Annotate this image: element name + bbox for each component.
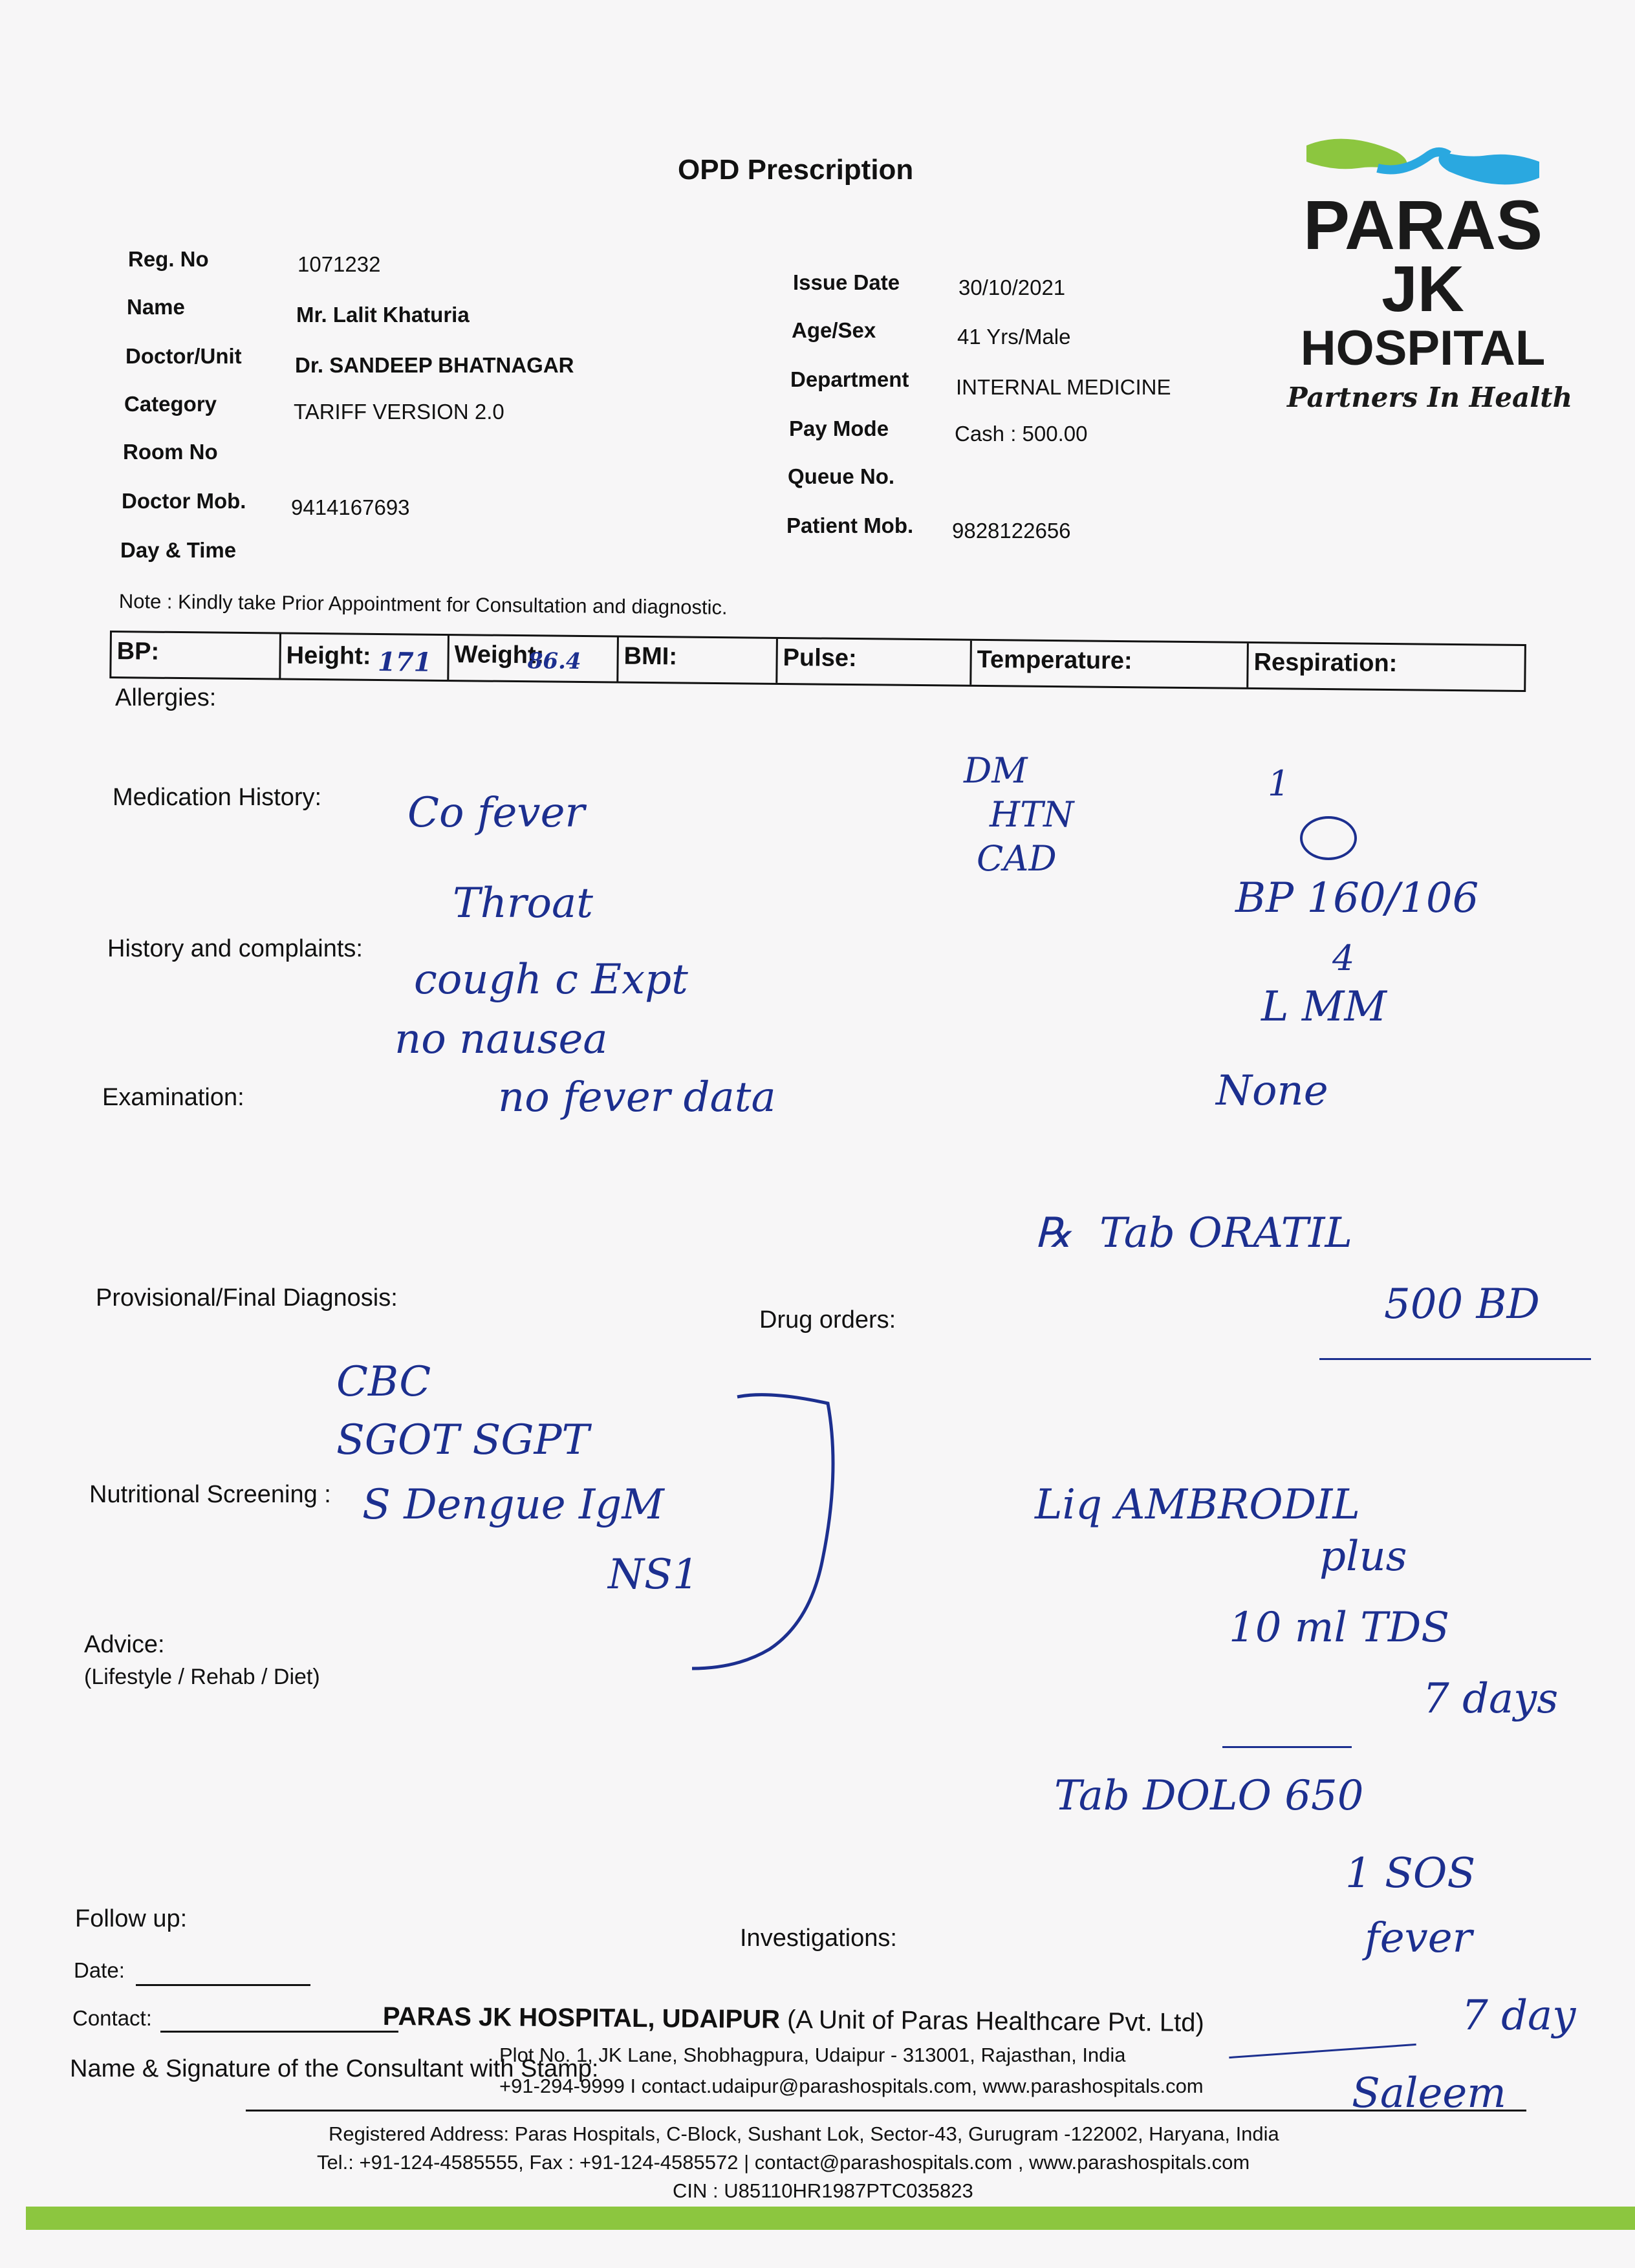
advice-sublabel: (Lifestyle / Rehab / Diet)	[84, 1665, 320, 1689]
hw-rx4-days: 7 day	[1462, 1992, 1576, 2040]
hw-history-dm: DM	[964, 750, 1028, 791]
logo-tagline: Partners In Health	[1287, 382, 1573, 413]
hw-rx2-drug: Liq AMBRODIL	[1035, 1481, 1360, 1529]
hw-rx2-underline	[1222, 1746, 1352, 1748]
height-handwritten: 171	[377, 646, 432, 678]
history-complaints-label: History and complaints:	[107, 935, 363, 962]
allergies-label: Allergies:	[115, 684, 217, 711]
hw-circle-icon	[1300, 816, 1357, 860]
hw-right-one: 1	[1268, 763, 1290, 804]
diagnosis-label: Provisional/Final Diagnosis:	[96, 1284, 398, 1312]
examination-label: Examination:	[102, 1084, 244, 1111]
pay-mode-label: Pay Mode	[789, 416, 889, 440]
footer-hospital-name: PARAS JK HOSPITAL, UDAIPUR	[382, 2002, 781, 2034]
hw-rx3-sos: 1 SOS	[1345, 1850, 1476, 1897]
patient-mob-value: 9828122656	[952, 519, 1071, 543]
page-title: OPD Prescription	[678, 154, 914, 186]
hw-bracket-icon	[679, 1384, 847, 1681]
doctor-mob-value: 9414167693	[291, 495, 410, 519]
hw-right-none: None	[1216, 1067, 1328, 1115]
advice-label: Advice:	[84, 1631, 165, 1658]
medication-history-label: Medication History:	[113, 784, 322, 811]
reg-no-label: Reg. No	[128, 247, 209, 271]
footer-unit: (A Unit of Paras Healthcare Pvt. Ltd)	[786, 2005, 1204, 2037]
contact-line	[160, 2031, 398, 2033]
weight-handwritten: 86.4	[527, 648, 581, 675]
logo-line-hospital: HOSPITAL	[1300, 321, 1546, 376]
hw-right-mm: L MM	[1261, 983, 1387, 1031]
respiration-cell: Respiration:	[1253, 648, 1398, 678]
issue-date-label: Issue Date	[793, 270, 900, 294]
hospital-logo	[1281, 126, 1573, 424]
weight-cell	[449, 636, 619, 682]
category-value: TARIFF VERSION 2.0	[294, 400, 504, 424]
hw-signature: Saleem	[1352, 2069, 1506, 2117]
name-label: Name	[127, 295, 185, 319]
hw-complaint-throat: Throat	[453, 880, 593, 927]
height-cell	[281, 634, 449, 680]
logo-line-paras: PARAS	[1303, 186, 1543, 264]
hw-rx3-drug: Tab DOLO 650	[1054, 1772, 1364, 1820]
appointment-note: Note : Kindly take Prior Appointment for Consultation and diagnostic.	[118, 590, 728, 619]
department-value: INTERNAL MEDICINE	[956, 375, 1171, 399]
reg-no-value: 1071232	[298, 252, 381, 276]
hw-diag-sgot: SGOT SGPT	[336, 1416, 590, 1464]
footer-green-bar	[26, 2207, 1635, 2230]
hw-rx3-fever: fever	[1365, 1914, 1473, 1962]
hw-history-htn: HTN	[990, 794, 1074, 835]
age-sex-label: Age/Sex	[792, 318, 876, 342]
hw-rx2-days: 7 days	[1423, 1675, 1559, 1723]
hw-complaint-nausea: no nausea	[395, 1015, 608, 1063]
date-label: Date:	[74, 1958, 125, 1982]
vitals-table	[109, 631, 1526, 692]
hw-diag-dengue: S Dengue IgM	[362, 1481, 664, 1529]
hw-diag-cbc: CBC	[336, 1358, 431, 1406]
follow-up-label: Follow up:	[75, 1905, 188, 1932]
bmi-cell: BMI:	[618, 638, 778, 683]
hw-history-cad: CAD	[977, 838, 1057, 879]
hw-rx2-plus: plus	[1319, 1533, 1407, 1581]
room-no-label: Room No	[123, 440, 218, 464]
nutritional-screening-label: Nutritional Screening :	[89, 1481, 331, 1508]
name-value: Mr. Lalit Khaturia	[296, 303, 470, 327]
bp-cell: BP:	[111, 632, 281, 678]
doctor-mob-label: Doctor Mob.	[122, 489, 246, 513]
height-label: Height:	[286, 642, 371, 670]
investigations-label: Investigations:	[740, 1925, 897, 1952]
hw-rx2-dose: 10 ml TDS	[1229, 1604, 1450, 1652]
hw-rx1-dose: 500 BD	[1384, 1280, 1540, 1328]
temperature-cell: Temperature:	[971, 641, 1249, 687]
patient-mob-label: Patient Mob.	[786, 513, 914, 537]
pay-mode-value: Cash : 500.00	[955, 422, 1088, 446]
department-label: Department	[790, 367, 909, 391]
issue-date-value: 30/10/2021	[958, 275, 1066, 299]
footer-divider	[246, 2110, 1526, 2111]
hw-rx1-underline	[1319, 1358, 1591, 1360]
category-label: Category	[124, 392, 217, 416]
hw-right-bp: BP 160/106	[1235, 874, 1479, 922]
queue-no-label: Queue No.	[788, 464, 895, 488]
footer-cin: CIN : U85110HR1987PTC035823	[673, 2179, 973, 2202]
hw-exam-data: no fever data	[498, 1074, 776, 1121]
hw-diag-ns1: NS1	[608, 1551, 699, 1599]
hw-rx-symbol: ℞	[1035, 1209, 1072, 1257]
footer-address: Plot No. 1, JK Lane, Shobhagpura, Udaipur - 313001, Rajasthan, India	[499, 2044, 1126, 2066]
contact-label: Contact:	[72, 2006, 152, 2030]
hw-rx1-drug: Tab ORATIL	[1099, 1209, 1353, 1257]
hw-rx4-line	[1229, 2044, 1416, 2058]
doctor-unit-value: Dr. SANDEEP BHATNAGAR	[295, 353, 574, 377]
doctor-unit-label: Doctor/Unit	[125, 344, 242, 368]
logo-line-jk: JK	[1381, 253, 1464, 325]
footer-hospital-line	[383, 2002, 1204, 2038]
weight-label: Weight:	[454, 641, 545, 669]
drug-orders-label: Drug orders:	[759, 1306, 896, 1334]
footer-contact: +91-294-9999 I contact.udaipur@parashospitals.com, www.parashospitals.com	[499, 2075, 1204, 2097]
footer-registered-address: Registered Address: Paras Hospitals, C-Block, Sushant Lok, Sector-43, Gurugram -122002, Haryana, India	[329, 2122, 1279, 2145]
hw-right-four: 4	[1332, 938, 1355, 978]
pulse-cell: Pulse:	[777, 639, 972, 685]
day-time-label: Day & Time	[120, 538, 237, 562]
age-sex-value: 41 Yrs/Male	[957, 325, 1071, 349]
hw-complaint-fever: Co fever	[407, 789, 585, 837]
footer-tel-fax: Tel.: +91-124-4585555, Fax : +91-124-4585572 | contact@parashospitals.com , www.parashospitals.com	[317, 2151, 1250, 2174]
date-line	[136, 1984, 310, 1986]
hw-complaint-cough: cough c Expt	[414, 956, 688, 1004]
signature-label: Name & Signature of the Consultant with Stamp:	[70, 2055, 599, 2082]
